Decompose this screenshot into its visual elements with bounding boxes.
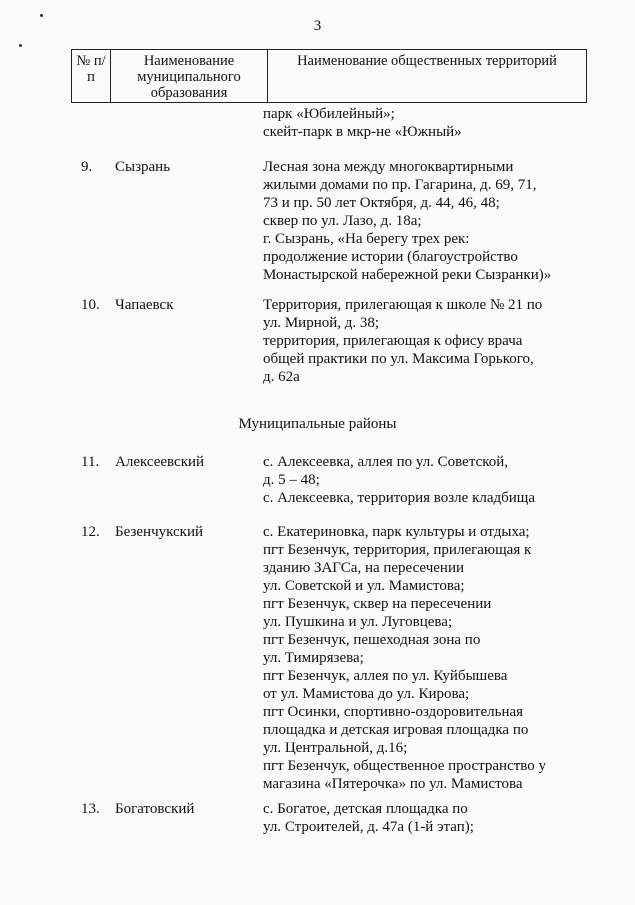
territory-line: Лесная зона между многоквартирными: [263, 159, 514, 175]
municipality-name: Безенчукский: [115, 524, 204, 540]
territory-line: пгт Безенчук, аллея по ул. Куйбышева: [263, 668, 508, 684]
territory-line: парк «Юбилейный»;: [263, 106, 395, 122]
scan-dot: [19, 44, 22, 47]
territory-list: [263, 800, 593, 836]
row-number: 13.: [81, 801, 100, 817]
table-header: [71, 49, 587, 103]
territory-line: площадка и детская игровая площадка по: [263, 722, 529, 738]
territory-line: пгт Безенчук, пешеходная зона по: [263, 632, 481, 648]
territory-line: сквер по ул. Лазо, д. 18а;: [263, 213, 422, 229]
territory-line: пгт Осинки, спортивно-оздоровительная: [263, 704, 524, 720]
territory-line: пгт Безенчук, территория, прилегающая к: [263, 542, 532, 558]
territory-line: ул. Строителей, д. 47а (1-й этап);: [263, 819, 474, 835]
continuation-text: [263, 105, 462, 141]
territory-line: ул. Пушкина и ул. Луговцева;: [263, 614, 453, 630]
territory-line: с. Богатое, детская площадка по: [263, 801, 468, 817]
territory-line: д. 5 – 48;: [263, 472, 320, 488]
municipality-name: Чапаевск: [115, 297, 174, 313]
territory-line: с. Алексеевка, аллея по ул. Советской,: [263, 454, 509, 470]
header-municipality: Наименование муниципального образования: [111, 50, 268, 103]
scan-dot: [40, 14, 43, 17]
territory-line: магазина «Пятерочка» по ул. Мамистова: [263, 776, 523, 792]
territory-list: [263, 453, 593, 507]
territory-line: пгт Безенчук, общественное пространство у: [263, 758, 547, 774]
municipality-name: Сызрань: [115, 159, 171, 175]
territory-line: Монастырской набережной реки Сызранки)»: [263, 267, 552, 283]
territory-line: с. Екатериновка, парк культуры и отдыха;: [263, 524, 530, 540]
section-title: Муниципальные районы: [238, 416, 397, 432]
territory-line: ул. Советской и ул. Мамистова;: [263, 578, 465, 594]
territory-line: от ул. Мамистова до ул. Кирова;: [263, 686, 470, 702]
territory-list: [263, 296, 593, 386]
municipality-name: Алексеевский: [115, 454, 205, 470]
territory-list: [263, 523, 593, 793]
territory-line: г. Сызрань, «На берегу трех рек:: [263, 231, 470, 247]
row-number: 9.: [81, 159, 93, 175]
territory-line: пгт Безенчук, сквер на пересечении: [263, 596, 492, 612]
header-num: № п/п: [72, 50, 111, 103]
territory-line: ул. Тимирязева;: [263, 650, 364, 666]
territory-line: зданию ЗАГСа, на пересечении: [263, 560, 464, 576]
territory-line: общей практики по ул. Максима Горького,: [263, 351, 534, 367]
territory-line: ул. Центральной, д.16;: [263, 740, 408, 756]
territory-line: продолжение истории (благоустройство: [263, 249, 518, 265]
row-number: 12.: [81, 524, 100, 540]
territory-line: территория, прилегающая к офису врача: [263, 333, 523, 349]
row-number: 10.: [81, 297, 100, 313]
header-territories: Наименование общественных территорий: [268, 50, 587, 103]
page-number: 3: [313, 18, 322, 34]
row-number: 11.: [81, 454, 100, 470]
municipality-name: Богатовский: [115, 801, 195, 817]
territory-line: 73 и пр. 50 лет Октября, д. 44, 46, 48;: [263, 195, 500, 211]
territory-line: Территория, прилегающая к школе № 21 по: [263, 297, 543, 313]
territory-line: с. Алексеевка, территория возле кладбища: [263, 490, 536, 506]
territory-line: д. 62а: [263, 369, 300, 385]
territory-line: ул. Мирной, д. 38;: [263, 315, 380, 331]
territory-list: [263, 158, 593, 284]
territory-line: скейт-парк в мкр-не «Южный»: [263, 124, 462, 140]
territory-line: жилыми домами по пр. Гагарина, д. 69, 71,: [263, 177, 537, 193]
